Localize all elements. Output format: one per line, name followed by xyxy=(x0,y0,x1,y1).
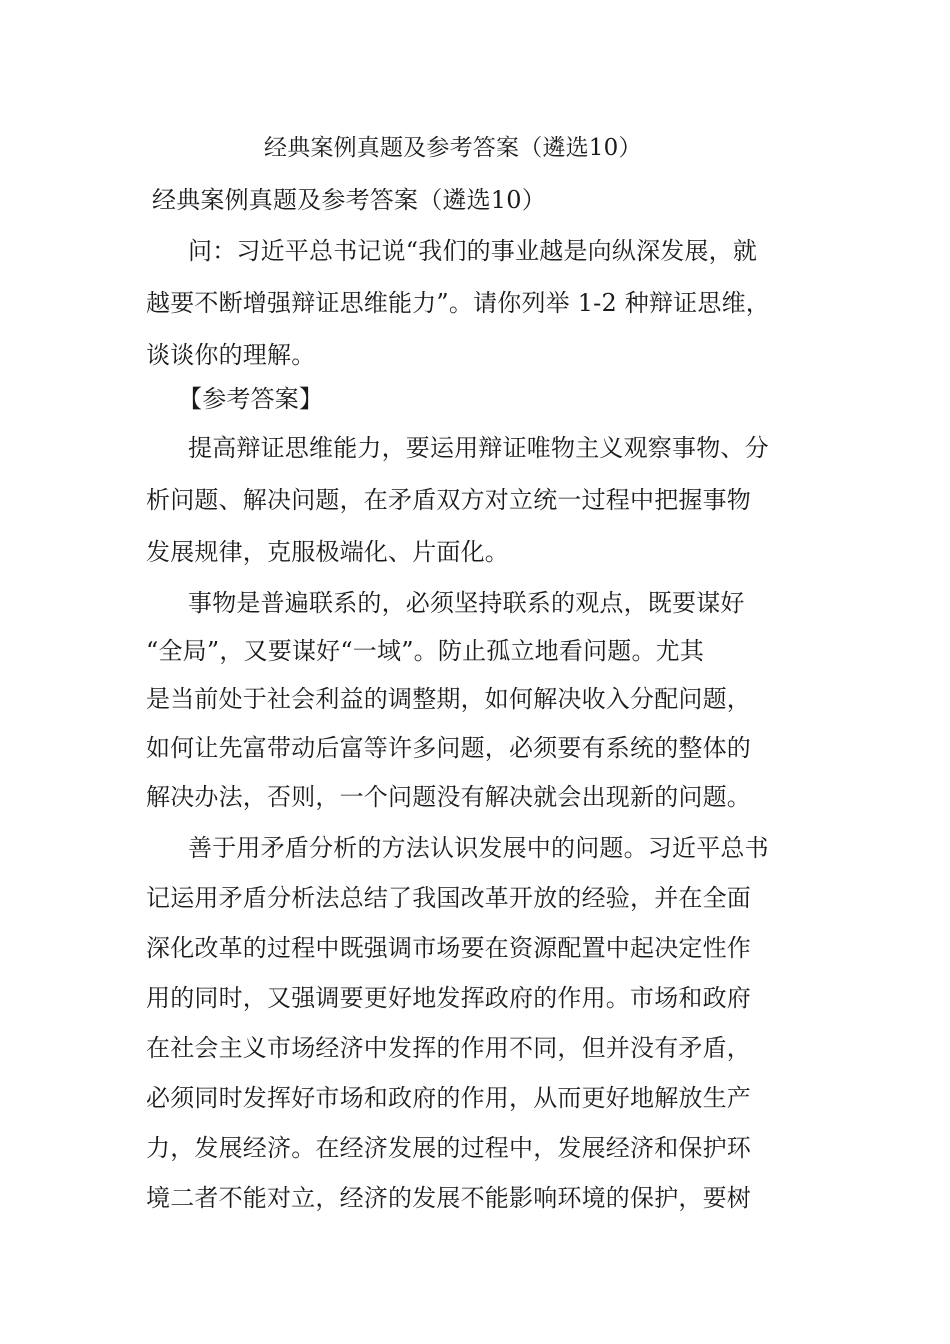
paragraph-line: “全局”，又要谋好“一域”。防止孤立地看问题。尤其 xyxy=(146,637,705,665)
paragraph-line: 解决办法，否则，一个问题没有解决就会出现新的问题。 xyxy=(146,783,751,811)
paragraph-line: 善于用矛盾分析的方法认识发展中的问题。习近平总书 xyxy=(188,834,769,862)
paragraph-line: 境二者不能对立，经济的发展不能影响环境的保护，要树 xyxy=(146,1184,751,1212)
paragraph-line: 用的同时，又强调要更好地发挥政府的作用。市场和政府 xyxy=(146,984,751,1012)
paragraph-line: 析问题、解决问题，在矛盾双方对立统一过程中把握事物 xyxy=(146,486,751,514)
document-title: 经典案例真题及参考答案（遴选10） xyxy=(264,135,642,161)
paragraph-line: 事物是普遍联系的，必须坚持联系的观点，既要谋好 xyxy=(188,589,745,617)
paragraph-line: 必须同时发挥好市场和政府的作用，从而更好地解放生产 xyxy=(146,1084,751,1112)
paragraph-line: 如何让先富带动后富等许多问题，必须要有系统的整体的 xyxy=(146,734,751,762)
paragraph-line: 在社会主义市场经济中发挥的作用不同，但并没有矛盾， xyxy=(146,1034,751,1062)
paragraph-line: 深化改革的过程中既强调市场要在资源配置中起决定性作 xyxy=(146,934,751,962)
question-line: 问：习近平总书记说“我们的事业越是向纵深发展，就 xyxy=(188,237,758,265)
document-subtitle: 经典案例真题及参考答案（遴选10） xyxy=(152,186,546,214)
question-line: 谈谈你的理解。 xyxy=(146,341,316,369)
answer-heading: 【参考答案】 xyxy=(178,385,324,413)
paragraph-line: 记运用矛盾分析法总结了我国改革开放的经验，并在全面 xyxy=(146,884,751,912)
question-line: 越要不断增强辩证思维能力”。请你列举 1-2 种辩证思维， xyxy=(146,289,770,317)
paragraph-line: 是当前处于社会利益的调整期，如何解决收入分配问题， xyxy=(146,685,751,713)
paragraph-line: 提高辩证思维能力，要运用辩证唯物主义观察事物、分 xyxy=(188,434,769,462)
paragraph-line: 发展规律，克服极端化、片面化。 xyxy=(146,538,509,566)
paragraph-line: 力，发展经济。在经济发展的过程中，发展经济和保护环 xyxy=(146,1134,751,1162)
